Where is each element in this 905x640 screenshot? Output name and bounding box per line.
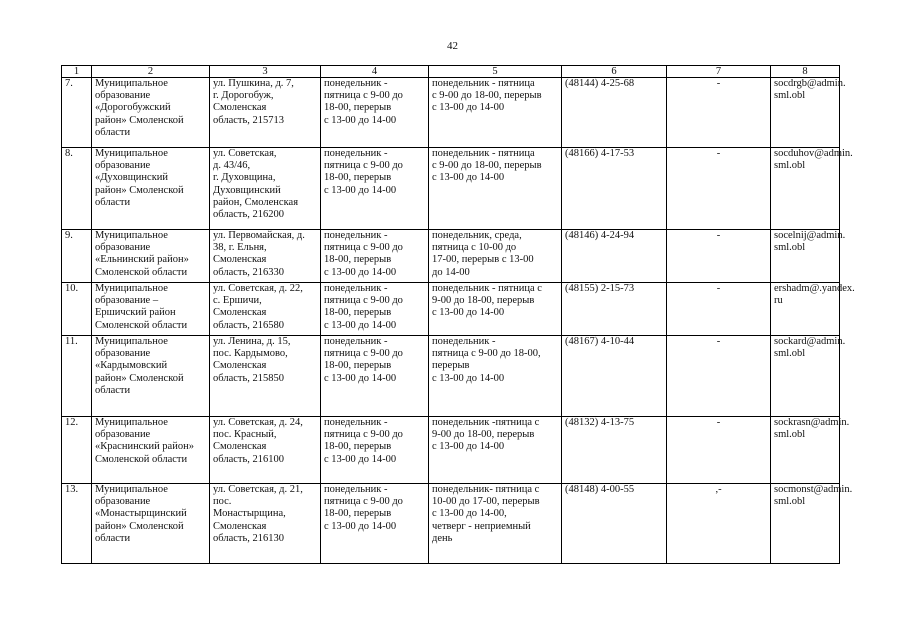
table-row (62, 336, 840, 417)
table-row (62, 283, 840, 336)
work-schedule: понедельник - пятница с 9-00 до 18-00, перерыв с 13-00 до 14-00 (321, 417, 429, 484)
table-row (62, 417, 840, 484)
column-7-value: - (667, 230, 771, 283)
email: socelnij@admin. sml.obl (771, 230, 840, 283)
email: socdrgb@admin. sml.obl (771, 78, 840, 148)
municipality-name: Муниципальное образование «Дорогобужский район» Смоленской области (92, 78, 210, 148)
header-cell-2: 2 (92, 66, 210, 78)
municipality-name: Муниципальное образование «Краснинский район» Смоленской области (92, 417, 210, 484)
column-7-value: - (667, 417, 771, 484)
column-7-value: - (667, 148, 771, 230)
phone: (48155) 2-15-73 (562, 283, 667, 336)
reception-schedule: понедельник, среда, пятница с 10-00 до 17-00, перерыв с 13-00 до 14-00 (429, 230, 562, 283)
address: ул. Советская, д. 21, пос. Монастырщина, Смоленская область, 216130 (210, 484, 321, 564)
row-number: 9. (62, 230, 92, 283)
column-7-value: - (667, 283, 771, 336)
header-cell-3: 3 (210, 66, 321, 78)
row-number: 8. (62, 148, 92, 230)
reception-schedule: понедельник - пятница с 9-00 до 18-00, перерыв с 13-00 до 14-00 (429, 78, 562, 148)
email: socmonst@admin. sml.obl (771, 484, 840, 564)
header-cell-8: 8 (771, 66, 840, 78)
row-number: 11. (62, 336, 92, 417)
address: ул. Пушкина, д. 7, г. Дорогобуж, Смоленская область, 215713 (210, 78, 321, 148)
address: ул. Советская, д. 22, с. Ершичи, Смоленская область, 216580 (210, 283, 321, 336)
email: sockard@admin. sml.obl (771, 336, 840, 417)
row-number: 13. (62, 484, 92, 564)
header-cell-7: 7 (667, 66, 771, 78)
page-number: 42 (447, 40, 458, 52)
municipality-name: Муниципальное образование – Ершичский район Смоленской области (92, 283, 210, 336)
municipality-name: Муниципальное образование «Монастырщинский район» Смоленской области (92, 484, 210, 564)
header-cell-1: 1 (62, 66, 92, 78)
work-schedule: понедельник - пятница с 9-00 до 18-00, перерыв с 13-00 до 14-00 (321, 78, 429, 148)
email: sockrasn@admin. sml.obl (771, 417, 840, 484)
municipality-name: Муниципальное образование «Духовщинский район» Смоленской области (92, 148, 210, 230)
header-cell-5: 5 (429, 66, 562, 78)
reception-schedule: понедельник - пятница с 9-00 до 18-00, перерыв с 13-00 до 14-00 (429, 283, 562, 336)
address: ул. Советская, д. 24, пос. Красный, Смоленская область, 216100 (210, 417, 321, 484)
email: socduhov@admin. sml.obl (771, 148, 840, 230)
row-number: 10. (62, 283, 92, 336)
municipality-name: Муниципальное образование «Ельнинский район» Смоленской области (92, 230, 210, 283)
reception-schedule: понедельник - пятница с 9-00 до 18-00, перерыв с 13-00 до 14-00 (429, 336, 562, 417)
municipality-name: Муниципальное образование «Кардымовский район» Смоленской области (92, 336, 210, 417)
reception-schedule: понедельник -пятница с 9-00 до 18-00, перерыв с 13-00 до 14-00 (429, 417, 562, 484)
table-row (62, 484, 840, 564)
header-cell-6: 6 (562, 66, 667, 78)
reception-schedule: понедельник- пятница с 10-00 до 17-00, перерыв с 13-00 до 14-00, четверг - неприемный день (429, 484, 562, 564)
phone: (48167) 4-10-44 (562, 336, 667, 417)
work-schedule: понедельник - пятница с 9-00 до 18-00, перерыв с 13-00 до 14-00 (321, 230, 429, 283)
header-row (62, 66, 840, 78)
column-7-value: - (667, 78, 771, 148)
column-7-value: ,- (667, 484, 771, 564)
table-body (62, 78, 855, 564)
work-schedule: понедельник - пятница с 9-00 до 18-00, перерыв с 13-00 до 14-00 (321, 148, 429, 230)
work-schedule: понедельник - пятница с 9-00 до 18-00, перерыв с 13-00 до 14-00 (321, 336, 429, 417)
header-cell-4: 4 (321, 66, 429, 78)
table-header (62, 66, 840, 78)
phone: (48146) 4-24-94 (562, 230, 667, 283)
column-7-value: - (667, 336, 771, 417)
table-row (62, 148, 840, 230)
work-schedule: понедельник - пятница с 9-00 до 18-00, перерыв с 13-00 до 14-00 (321, 484, 429, 564)
phone: (48148) 4-00-55 (562, 484, 667, 564)
table-row (62, 78, 840, 148)
reception-schedule: понедельник - пятница с 9-00 до 18-00, перерыв с 13-00 до 14-00 (429, 148, 562, 230)
phone: (48166) 4-17-53 (562, 148, 667, 230)
address: ул. Советская, д. 43/46, г. Духовщина, Духовщинский район, Смоленская область, 216200 (210, 148, 321, 230)
address: ул. Первомайская, д. 38, г. Ельня, Смоленская область, 216330 (210, 230, 321, 283)
phone: (48132) 4-13-75 (562, 417, 667, 484)
address: ул. Ленина, д. 15, пос. Кардымово, Смоленская область, 215850 (210, 336, 321, 417)
row-number: 7. (62, 78, 92, 148)
email: ershadm@.yandex. ru (771, 283, 840, 336)
work-schedule: понедельник - пятница с 9-00 до 18-00, перерыв с 13-00 до 14-00 (321, 283, 429, 336)
table-row (62, 230, 840, 283)
phone: (48144) 4-25-68 (562, 78, 667, 148)
registry-table (61, 65, 855, 564)
row-number: 12. (62, 417, 92, 484)
